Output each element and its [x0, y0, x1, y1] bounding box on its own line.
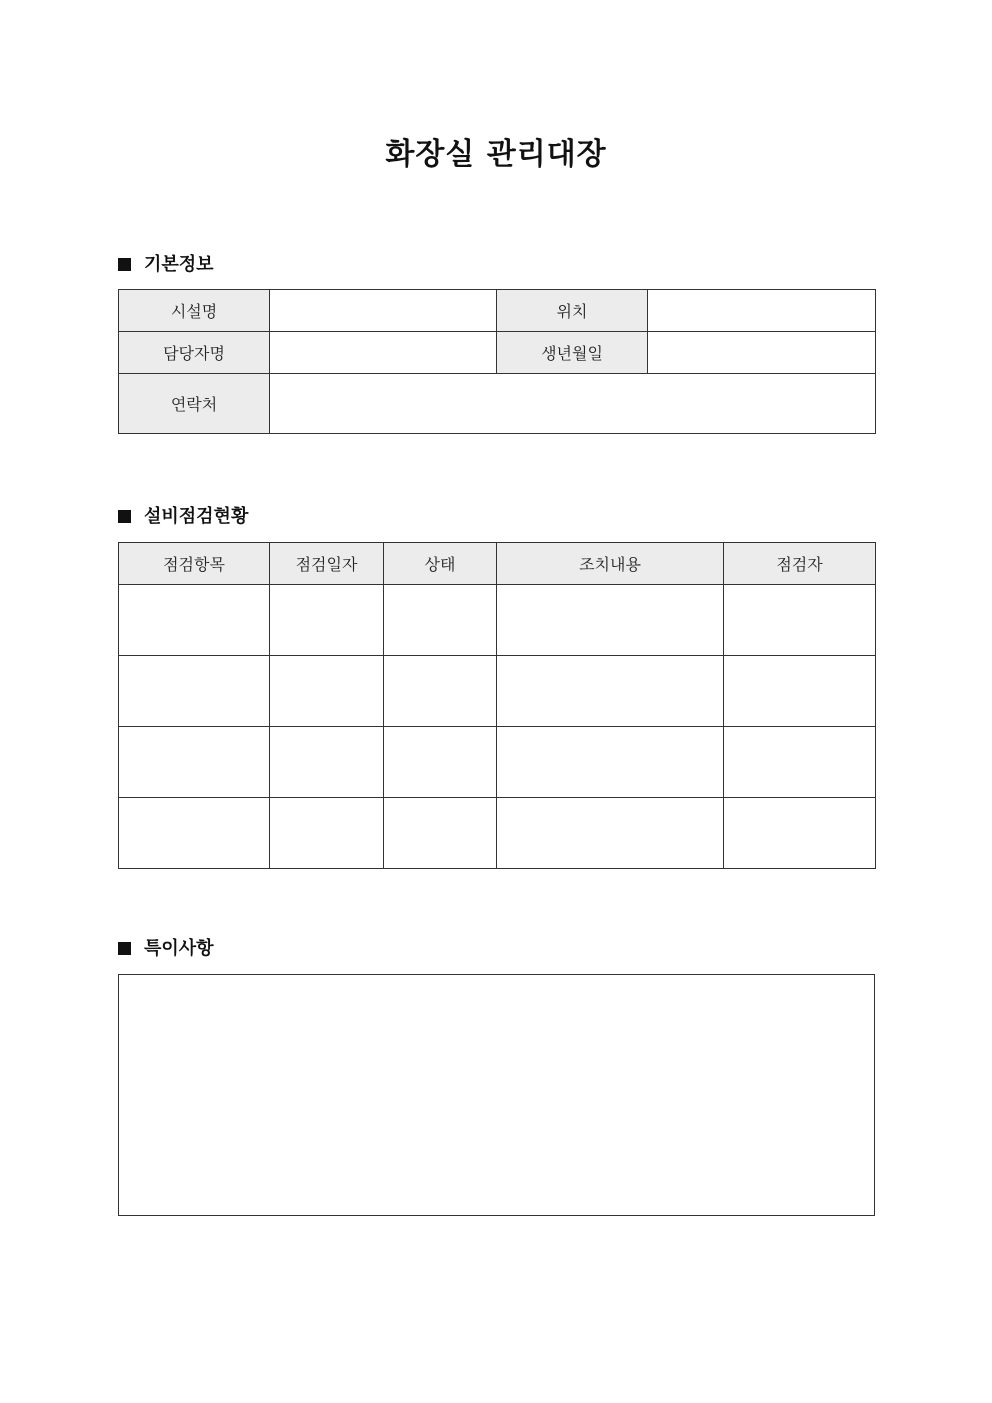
facility-name-field[interactable] — [270, 290, 497, 332]
manager-name-label: 담당자명 — [119, 332, 270, 374]
section-heading-inspection — [118, 505, 248, 529]
section-heading-notes-label: 특이사항 — [144, 938, 214, 959]
notes-box[interactable] — [118, 974, 875, 1216]
location-field[interactable] — [648, 290, 876, 332]
section-heading-basic-info-label: 기본정보 — [144, 254, 214, 275]
column-header-status: 상태 — [384, 543, 497, 585]
inspection-header-row — [119, 543, 876, 585]
birth-date-field[interactable] — [648, 332, 876, 374]
location-label: 위치 — [497, 290, 648, 332]
basic-info-row — [119, 290, 876, 332]
inspection-item-cell[interactable] — [119, 585, 270, 656]
inspection-date-cell[interactable] — [270, 727, 384, 798]
inspector-cell[interactable] — [724, 727, 876, 798]
basic-info-row — [119, 374, 876, 434]
column-header-inspection-date: 점검일자 — [270, 543, 384, 585]
section-heading-basic-info — [118, 253, 214, 277]
inspection-item-cell[interactable] — [119, 798, 270, 869]
basic-info-row — [119, 332, 876, 374]
inspection-item-cell[interactable] — [119, 727, 270, 798]
column-header-inspector: 점검자 — [724, 543, 876, 585]
table-row — [119, 798, 876, 869]
status-cell[interactable] — [384, 727, 497, 798]
status-cell[interactable] — [384, 798, 497, 869]
inspector-cell[interactable] — [724, 798, 876, 869]
page-title: 화장실 관리대장 — [385, 137, 607, 172]
inspection-date-cell[interactable] — [270, 585, 384, 656]
inspector-cell[interactable] — [724, 585, 876, 656]
contact-field[interactable] — [270, 374, 876, 434]
section-heading-inspection-label: 설비점검현황 — [144, 506, 249, 527]
column-header-inspection-item: 점검항목 — [119, 543, 270, 585]
action-taken-cell[interactable] — [497, 798, 724, 869]
inspection-date-cell[interactable] — [270, 798, 384, 869]
table-row — [119, 656, 876, 727]
column-header-action-taken: 조치내용 — [497, 543, 724, 585]
status-cell[interactable] — [384, 656, 497, 727]
action-taken-cell[interactable] — [497, 585, 724, 656]
action-taken-cell[interactable] — [497, 656, 724, 727]
section-heading-notes — [118, 937, 214, 961]
contact-label: 연락처 — [119, 374, 270, 434]
manager-name-field[interactable] — [270, 332, 497, 374]
inspection-date-cell[interactable] — [270, 656, 384, 727]
action-taken-cell[interactable] — [497, 727, 724, 798]
table-row — [119, 585, 876, 656]
inspection-item-cell[interactable] — [119, 656, 270, 727]
square-bullet-icon — [118, 510, 131, 523]
square-bullet-icon — [118, 258, 131, 271]
table-row — [119, 727, 876, 798]
inspection-table — [118, 542, 876, 869]
facility-name-label: 시설명 — [119, 290, 270, 332]
birth-date-label: 생년월일 — [497, 332, 648, 374]
square-bullet-icon — [118, 942, 131, 955]
status-cell[interactable] — [384, 585, 497, 656]
inspector-cell[interactable] — [724, 656, 876, 727]
basic-info-table — [118, 289, 876, 434]
